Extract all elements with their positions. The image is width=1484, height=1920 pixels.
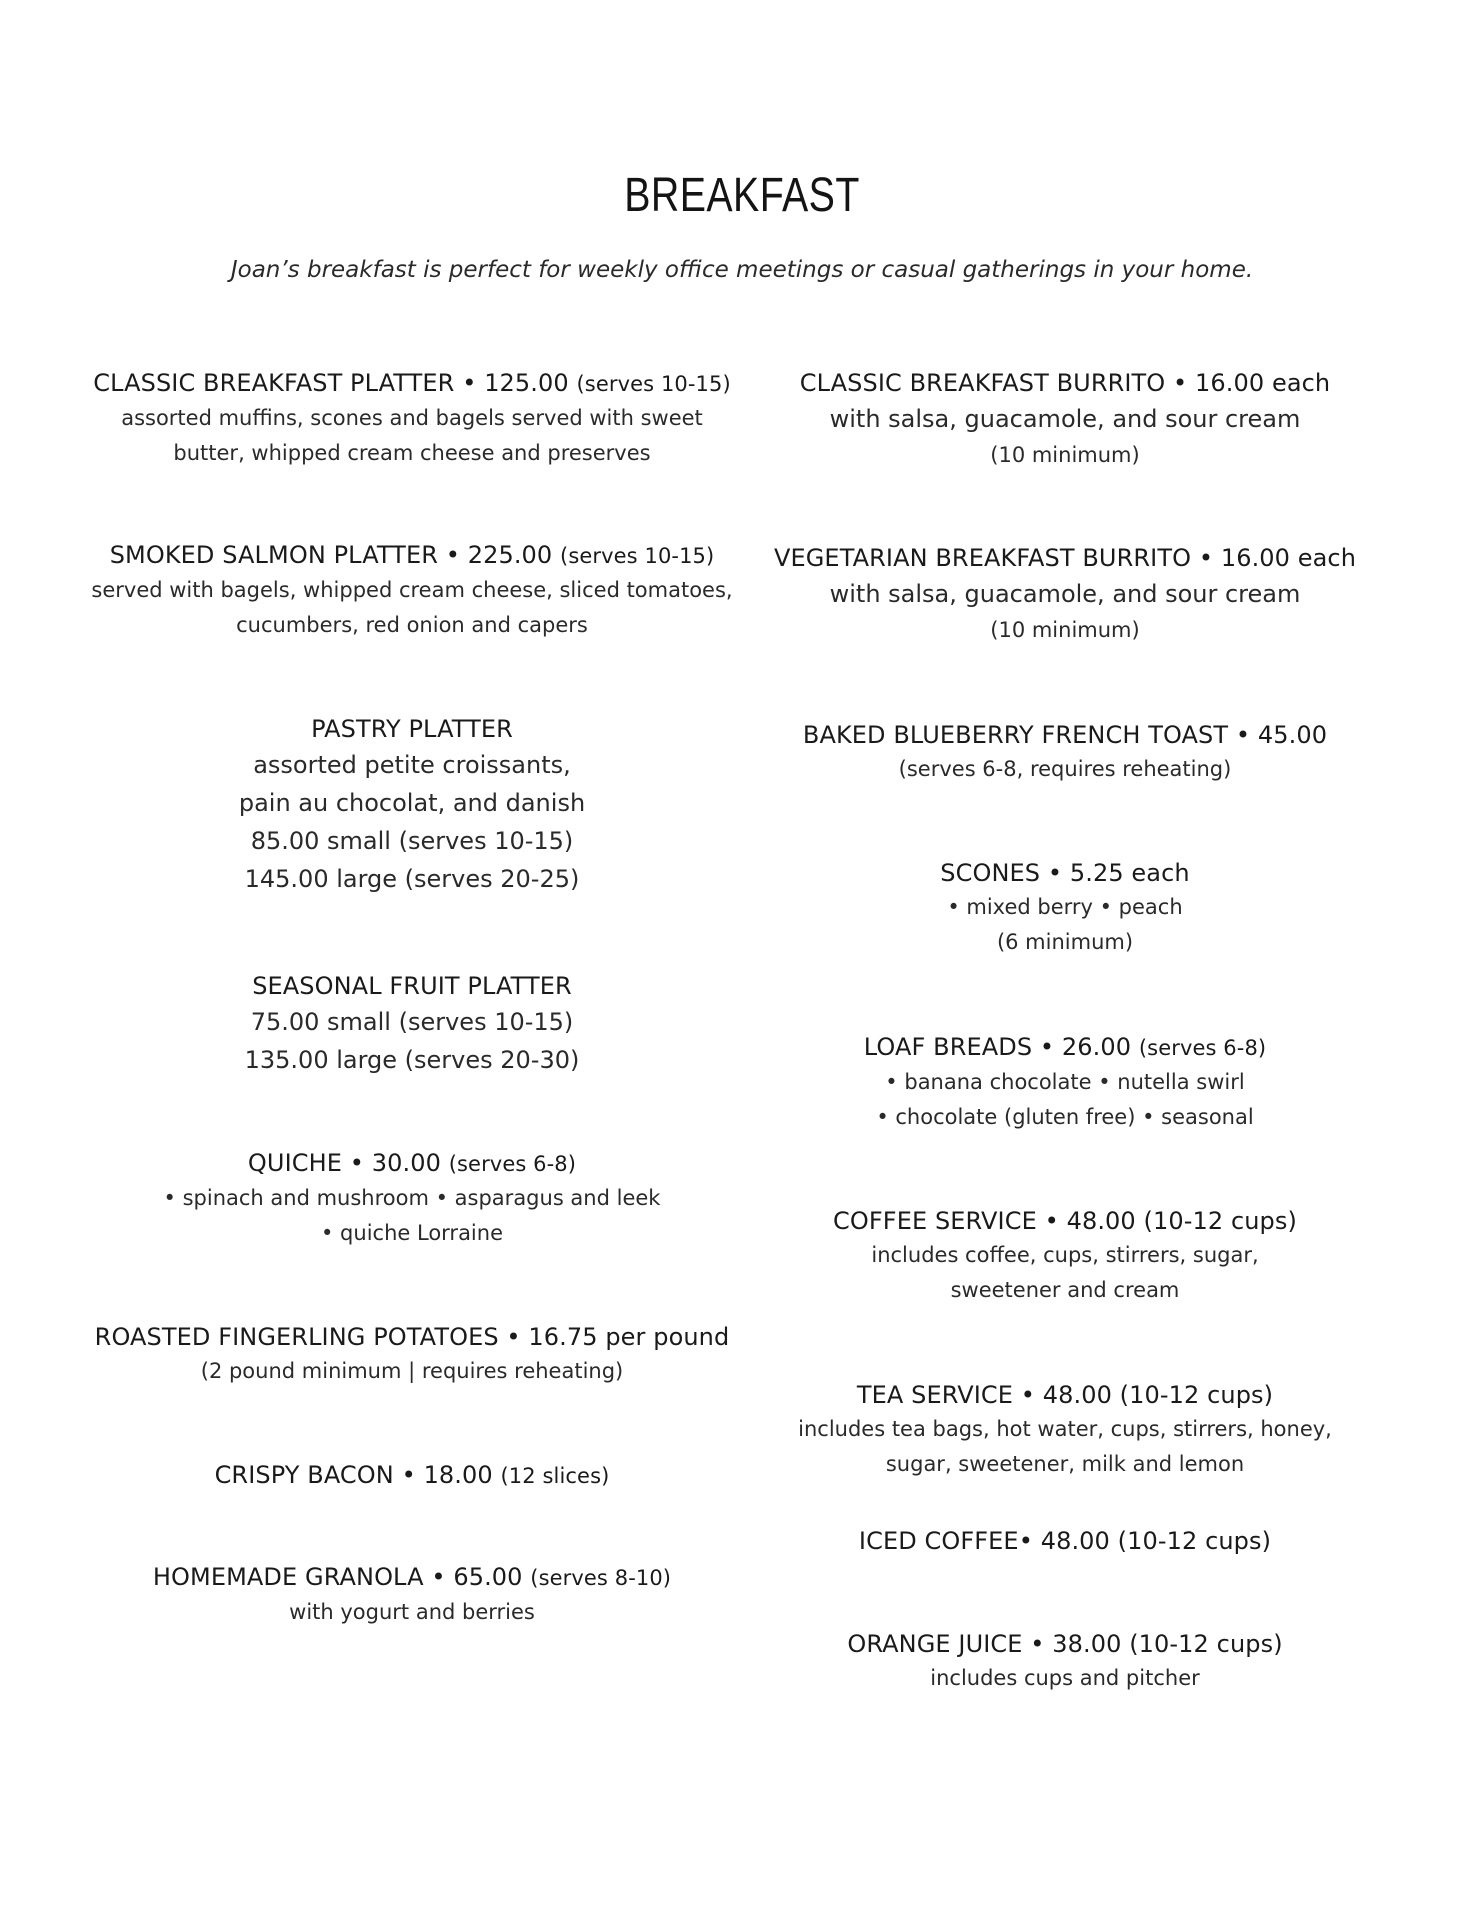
item-name: VEGETARIAN BREAKFAST BURRITO: [773, 544, 1192, 572]
item-varieties: • banana chocolate • nutella swirl: [885, 1070, 1245, 1094]
item-name: CRISPY BACON: [214, 1461, 394, 1489]
item-name: ICED COFFEE: [858, 1527, 1019, 1555]
menu-item-pastry-platter: [82, 712, 742, 898]
item-name: PASTRY PLATTER: [311, 715, 513, 743]
item-price: 45.00: [1257, 721, 1328, 749]
item-varieties: • quiche Lorraine: [321, 1221, 503, 1245]
item-description: served with bagels, whipped cream cheese, sliced tomatoes,: [91, 578, 733, 602]
item-price: 16.75 per pound: [528, 1323, 730, 1351]
item-description: cucumbers, red onion and capers: [236, 613, 588, 637]
item-minimum: (10 minimum): [990, 443, 1140, 467]
item-price: 125.00: [484, 369, 569, 397]
bullet-separator: •: [1018, 1527, 1033, 1555]
item-serves: (serves 8-10): [530, 1566, 672, 1590]
item-price: 30.00: [371, 1149, 441, 1177]
menu-item-baked-blueberry-french-toast: [770, 718, 1360, 787]
item-description: pain au chocolat, and danish: [238, 789, 586, 817]
item-name: SCONES: [940, 859, 1041, 887]
item-serves: (serves 10-15): [576, 372, 731, 396]
bullet-separator: •: [1020, 1381, 1036, 1409]
menu-item-vegetarian-breakfast-burrito: [770, 541, 1360, 648]
item-price-option: 75.00 small (serves 10-15): [250, 1008, 574, 1036]
item-name: SEASONAL FRUIT PLATTER: [252, 972, 572, 1000]
item-name: QUICHE: [247, 1149, 343, 1177]
item-price: 18.00: [423, 1461, 493, 1489]
item-name: BAKED BLUEBERRY FRENCH TOAST: [802, 721, 1229, 749]
item-name: HOMEMADE GRANOLA: [152, 1563, 424, 1591]
item-minimum: (6 minimum): [996, 930, 1134, 954]
item-description: (serves 6-8, requires reheating): [898, 757, 1232, 781]
menu-item-scones: [770, 856, 1360, 960]
item-description: sweetener and cream: [950, 1278, 1180, 1302]
item-description: (2 pound minimum | requires reheating): [200, 1359, 624, 1383]
item-description: assorted muffins, scones and bagels served with sweet: [121, 406, 703, 430]
item-varieties: • mixed berry • peach: [947, 895, 1183, 919]
menu-item-classic-breakfast-burrito: [770, 366, 1360, 473]
item-price: 16.00 each: [1195, 369, 1331, 397]
item-description: includes coffee, cups, stirrers, sugar,: [871, 1243, 1259, 1267]
item-price: 65.00: [453, 1563, 523, 1591]
menu-item-loaf-breads: [770, 1030, 1360, 1135]
item-price: 5.25 each: [1069, 859, 1190, 887]
menu-item-orange-juice: [770, 1627, 1360, 1696]
item-serves: (serves 6-8): [448, 1152, 577, 1176]
item-name: SMOKED SALMON PLATTER: [109, 541, 438, 569]
item-minimum: (10 minimum): [990, 618, 1140, 642]
menu-item-smoked-salmon-platter: [82, 538, 742, 643]
item-description: assorted petite croissants,: [253, 751, 571, 779]
menu-item-classic-breakfast-platter: [82, 366, 742, 471]
item-varieties: • spinach and mushroom • asparagus and leek: [163, 1186, 661, 1210]
item-price: 225.00: [467, 541, 553, 569]
menu-item-crispy-bacon: [82, 1458, 742, 1493]
bullet-separator: •: [431, 1563, 446, 1591]
item-name: COFFEE SERVICE: [833, 1207, 1037, 1235]
item-price-option: 135.00 large (serves 20-30): [244, 1046, 580, 1074]
item-name: ROASTED FINGERLING POTATOES: [94, 1323, 499, 1351]
page-subtitle: Joan’s breakfast is perfect for weekly office meetings or casual gatherings in your home.: [230, 257, 1254, 283]
bullet-separator: •: [445, 541, 460, 569]
item-description: includes tea bags, hot water, cups, stirrers, honey,: [798, 1417, 1332, 1441]
menu-item-seasonal-fruit-platter: [82, 969, 742, 1079]
item-description: sugar, sweetener, milk and lemon: [885, 1452, 1245, 1476]
item-name: TEA SERVICE: [856, 1381, 1014, 1409]
bullet-separator: •: [1044, 1207, 1059, 1235]
bullet-separator: •: [1173, 369, 1188, 397]
page-title: BREAKFAST: [624, 169, 860, 222]
item-name: CLASSIC BREAKFAST PLATTER: [93, 369, 455, 397]
item-description: butter, whipped cream cheese and preserves: [173, 441, 651, 465]
item-varieties: • chocolate (gluten free) • seasonal: [876, 1105, 1254, 1129]
item-serves: (serves 10-15): [560, 544, 715, 568]
item-price: 48.00 (10-12 cups): [1040, 1527, 1272, 1555]
bullet-separator: •: [1039, 1033, 1055, 1061]
item-serves: (serves 6-8): [1138, 1036, 1267, 1060]
item-price-option: 85.00 small (serves 10-15): [250, 827, 574, 855]
item-description: includes cups and pitcher: [930, 1666, 1200, 1690]
bullet-separator: •: [1198, 544, 1214, 572]
item-price: 48.00 (10-12 cups): [1066, 1207, 1297, 1235]
item-serves: (12 slices): [500, 1464, 610, 1488]
menu-item-homemade-granola: [82, 1560, 742, 1630]
menu-item-iced-coffee: [770, 1524, 1360, 1558]
bullet-separator: •: [401, 1461, 416, 1489]
item-description: with salsa, guacamole, and sour cream: [829, 405, 1301, 433]
item-name: CLASSIC BREAKFAST BURRITO: [799, 369, 1166, 397]
bullet-separator: •: [349, 1149, 365, 1177]
item-name: ORANGE JUICE: [847, 1630, 1023, 1658]
item-name: LOAF BREADS: [863, 1033, 1033, 1061]
bullet-separator: •: [1030, 1630, 1045, 1658]
bullet-separator: •: [462, 369, 477, 397]
bullet-separator: •: [506, 1323, 521, 1351]
item-price-option: 145.00 large (serves 20-25): [244, 865, 580, 893]
menu-item-coffee-service: [770, 1204, 1360, 1308]
item-price: 16.00 each: [1220, 544, 1357, 572]
bullet-separator: •: [1235, 721, 1251, 749]
item-description: with salsa, guacamole, and sour cream: [829, 580, 1301, 608]
bullet-separator: •: [1047, 859, 1063, 887]
menu-item-quiche: [82, 1146, 742, 1251]
item-price: 38.00 (10-12 cups): [1052, 1630, 1283, 1658]
menu-item-roasted-fingerling-potatoes: [82, 1320, 742, 1389]
item-price: 26.00: [1061, 1033, 1132, 1061]
item-price: 48.00 (10-12 cups): [1042, 1381, 1274, 1409]
menu-item-tea-service: [770, 1378, 1360, 1482]
item-description: with yogurt and berries: [289, 1600, 535, 1624]
